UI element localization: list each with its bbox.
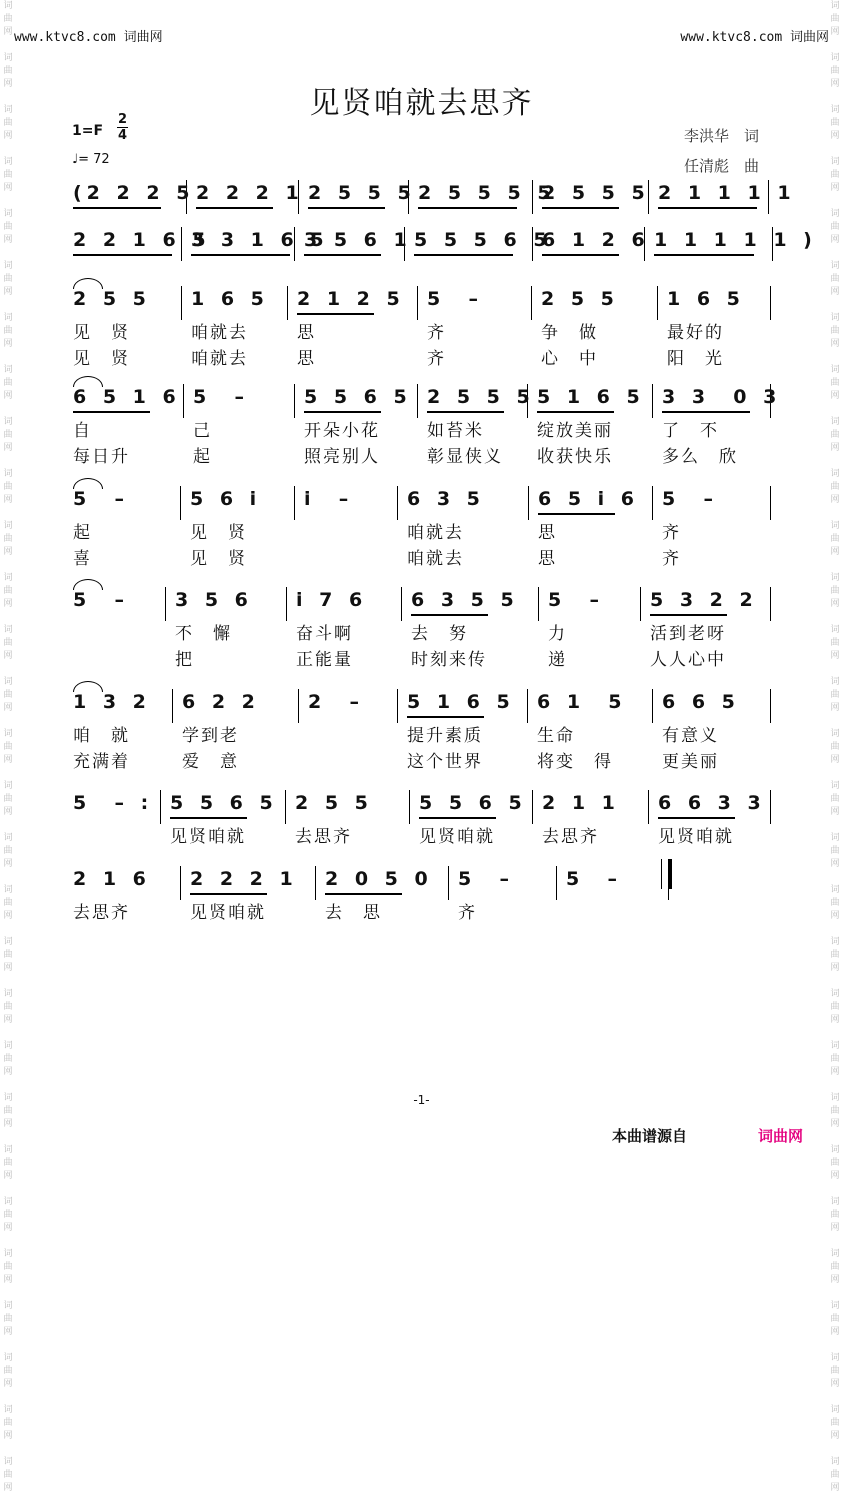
measure-notes: 6 5 i 6 <box>538 488 640 510</box>
measure-notes: 6 2 2 <box>182 691 260 713</box>
lyric-verse-1: 见贤咱就 <box>190 903 266 923</box>
lyric-verse-1: 学到老 <box>182 726 239 746</box>
beam-line <box>325 893 402 895</box>
measure-notes: 2 – <box>308 691 364 713</box>
lyric-verse-2: 这个世界 <box>407 752 483 772</box>
measure-notes: 6 1 2 6 <box>542 229 650 251</box>
barline <box>180 866 181 900</box>
lyric-verse-1: 奋斗啊 <box>296 624 353 644</box>
barline <box>285 790 286 824</box>
lyric-verse-1: 去 思 <box>325 903 382 923</box>
barline <box>770 790 771 824</box>
beam-line <box>662 411 750 413</box>
measure-notes: 2 1 1 1 1 <box>658 182 796 204</box>
beam-line <box>73 207 161 209</box>
lyric-verse-2: 心 中 <box>541 349 598 369</box>
lyric-verse-1: 争 做 <box>541 323 598 343</box>
barline <box>652 384 653 418</box>
lyric-verse-1: 思 <box>297 323 316 343</box>
measure-notes: 5 1 6 5 <box>537 386 645 408</box>
stave-2 <box>0 223 843 283</box>
lyric-verse-1: 思 <box>538 523 557 543</box>
lyric-verse-1: 见 贤 <box>190 523 247 543</box>
measure-notes: 5 5 6 5 <box>304 386 412 408</box>
barline <box>652 689 653 723</box>
measure-notes: 5 – <box>193 386 249 408</box>
barline <box>409 790 410 824</box>
barline <box>652 486 653 520</box>
lyric-verse-2: 照亮别人 <box>304 447 380 467</box>
beam-line <box>411 614 488 616</box>
lyric-verse-2: 递 <box>548 650 567 670</box>
lyric-verse-1: 自 <box>73 421 92 441</box>
lyric-verse-2: 彰显侠义 <box>427 447 503 467</box>
lyric-verse-2: 思 <box>297 349 316 369</box>
lyric-verse-2: 充满着 <box>73 752 130 772</box>
lyric-verse-2: 爱 意 <box>182 752 239 772</box>
composer-credit: 任清彪 曲 <box>684 157 760 175</box>
measure-notes: 5 – <box>662 488 718 510</box>
lyric-verse-2: 正能量 <box>296 650 353 670</box>
lyric-verse-2: 思 <box>538 549 557 569</box>
lyric-verse-2: 咱就去 <box>191 349 248 369</box>
measure-notes: 3 5 6 1 <box>304 229 412 251</box>
measure-notes: 2 5 5 5 <box>427 386 535 408</box>
barline <box>448 866 449 900</box>
measure-notes: 5 6 i <box>190 488 262 510</box>
lyric-verse-2: 喜 <box>73 549 92 569</box>
lyric-verse-2: 见 贤 <box>190 549 247 569</box>
lyric-verse-1: 去 努 <box>411 624 468 644</box>
barline <box>528 486 529 520</box>
barline <box>298 689 299 723</box>
lyric-verse-1: 去思齐 <box>542 827 599 847</box>
lyric-verse-2: 将变 得 <box>537 752 613 772</box>
lyric-verse-2: 阳 光 <box>667 349 724 369</box>
beam-line <box>658 207 757 209</box>
measure-notes: 5 – <box>566 868 622 890</box>
barline <box>181 286 182 320</box>
lyric-verse-2: 更美丽 <box>662 752 719 772</box>
lyric-verse-2: 咱就去 <box>407 549 464 569</box>
barline <box>401 587 402 621</box>
beam-line <box>542 207 619 209</box>
barline <box>315 866 316 900</box>
lyric-verse-2: 收获快乐 <box>537 447 613 467</box>
barline <box>165 587 166 621</box>
beam-line <box>427 411 504 413</box>
measure-notes: i – <box>304 488 354 510</box>
barline <box>286 587 287 621</box>
beam-line <box>407 716 484 718</box>
beam-line <box>654 254 754 256</box>
barline <box>527 689 528 723</box>
measure-notes: 3 5 6 <box>175 589 253 611</box>
beam-line <box>537 411 614 413</box>
beam-line <box>297 313 374 315</box>
measure-notes: 5 – <box>427 288 483 310</box>
tempo-marking: ♩= 72 <box>72 152 110 167</box>
measure-notes: 5 – <box>458 868 514 890</box>
lyric-verse-2: 起 <box>193 447 212 467</box>
measure-notes: 6 5 1 6 <box>73 386 181 408</box>
lyric-verse-1: 开朵小花 <box>304 421 380 441</box>
barline <box>417 384 418 418</box>
measure-notes: 1 6 5 <box>667 288 745 310</box>
beam-line <box>196 207 273 209</box>
slur-arc <box>73 681 103 692</box>
measure-notes: 6 6 3 3 <box>658 792 766 814</box>
measure-notes: 2 5 5 <box>295 792 373 814</box>
lyric-verse-1: 见贤咱就 <box>658 827 734 847</box>
beam-line <box>414 254 513 256</box>
barline <box>180 486 181 520</box>
slur-arc <box>73 579 103 590</box>
measure-notes: 1 1 1 1 1 ) <box>654 229 817 251</box>
lyric-verse-1: 绽放美丽 <box>537 421 613 441</box>
measure-notes: 6 3 5 5 <box>411 589 519 611</box>
beam-line <box>304 254 381 256</box>
measure-notes: 5 1 6 5 <box>407 691 515 713</box>
beam-line <box>538 513 615 515</box>
barline <box>397 689 398 723</box>
measure-notes: 3 3 1 6 5 <box>191 229 329 251</box>
lyric-verse-1: 齐 <box>458 903 477 923</box>
lyric-verse-1: 活到老呀 <box>650 624 726 644</box>
barline <box>657 286 658 320</box>
beam-line <box>304 411 381 413</box>
measure-notes: 2 2 2 1 <box>190 868 298 890</box>
measure-notes: (2 2 2 5 <box>73 182 195 204</box>
slur-arc <box>73 478 103 489</box>
lyric-verse-1: 齐 <box>427 323 446 343</box>
measure-notes: 2 5 5 5 <box>308 182 416 204</box>
beam-line <box>658 817 735 819</box>
barline <box>417 286 418 320</box>
barline <box>287 286 288 320</box>
lyric-verse-1: 见贤咱就 <box>419 827 495 847</box>
lyric-verse-1: 咱就去 <box>407 523 464 543</box>
key-signature: 1=F <box>72 123 104 139</box>
song-title: 见贤咱就去思齐 <box>309 86 534 121</box>
measure-notes: 5 – <box>548 589 604 611</box>
measure-notes: i 7 6 <box>296 589 368 611</box>
lyric-verse-1: 己 <box>193 421 212 441</box>
measure-notes: 5 5 6 5 <box>170 792 278 814</box>
barline <box>294 384 295 418</box>
side-watermark-right: 词 曲 网 词 曲 网 词 曲 网 词 曲 网 词 曲 网 词 曲 网 词 曲 网 词 曲 网 词 曲 网 词 曲 网 词 曲 网 词 曲 网 词 曲 网 词 曲 网 词 曲 网 词 曲 网 词 曲 网 词 曲 网 词 曲 网 词 曲 网 词 曲 网 词 曲 网 词 曲 网 词 曲 网 词 曲 网 词 曲 网 词 曲 网 词 曲 网 词 曲 网 <box>830 1 840 1493</box>
barline <box>160 790 161 824</box>
beam-line <box>191 254 290 256</box>
lyric-verse-1: 力 <box>548 624 567 644</box>
lyric-verse-1: 去思齐 <box>73 903 130 923</box>
measure-notes: 2 1 1 <box>542 792 620 814</box>
lyric-verse-1: 不 懈 <box>175 624 232 644</box>
barline <box>531 286 532 320</box>
barline <box>770 587 771 621</box>
side-watermark-left: 词 曲 网 词 曲 网 词 曲 网 词 曲 网 词 曲 网 词 曲 网 词 曲 网 词 曲 网 词 曲 网 词 曲 网 词 曲 网 词 曲 网 词 曲 网 词 曲 网 词 曲 网 词 曲 网 词 曲 网 词 曲 网 词 曲 网 词 曲 网 词 曲 网 词 曲 网 词 曲 网 词 曲 网 词 曲 网 词 曲 网 词 曲 网 词 曲 网 词 曲 网 <box>3 1 13 1493</box>
measure-notes: 2 5 5 <box>541 288 619 310</box>
lyricist-credit: 李洪华 词 <box>684 127 760 145</box>
lyric-verse-2: 齐 <box>427 349 446 369</box>
lyric-verse-2: 多么 欣 <box>662 447 738 467</box>
barline <box>532 790 533 824</box>
barline <box>538 587 539 621</box>
lyric-verse-1: 有意义 <box>662 726 719 746</box>
lyric-verse-1: 去思齐 <box>295 827 352 847</box>
measure-notes: 5 5 6 5 <box>419 792 527 814</box>
lyric-verse-2: 时刻来传 <box>411 650 487 670</box>
measure-notes: 5 5 5 6 5 <box>414 229 552 251</box>
beam-line <box>73 254 172 256</box>
lyric-verse-2: 齐 <box>662 549 681 569</box>
lyric-verse-1: 生命 <box>537 726 575 746</box>
measure-notes: 6 6 5 <box>662 691 740 713</box>
measure-notes: 2 0 5 0 <box>325 868 433 890</box>
beam-line <box>542 254 619 256</box>
time-signature-top: 2 <box>118 112 128 127</box>
lyric-verse-1: 提升素质 <box>407 726 483 746</box>
measure-notes: 1 6 5 <box>191 288 269 310</box>
lyric-verse-1: 了 不 <box>662 421 719 441</box>
lyric-verse-1: 起 <box>73 523 92 543</box>
barline <box>648 790 649 824</box>
beam-line <box>190 893 267 895</box>
lyric-verse-1: 如苔米 <box>427 421 484 441</box>
barline <box>183 384 184 418</box>
measure-notes: 2 5 5 <box>73 288 151 310</box>
lyric-verse-1: 齐 <box>662 523 681 543</box>
header-url-right: www.ktvc8.com 词曲网 <box>680 30 829 45</box>
beam-line <box>418 207 517 209</box>
measure-notes: 2 2 2 1 <box>196 182 304 204</box>
measure-notes: 5 – <box>73 488 129 510</box>
measure-notes: 5 3 2 2 <box>650 589 758 611</box>
measure-notes: 2 1 2 5 <box>297 288 405 310</box>
beam-line <box>170 817 247 819</box>
source-label: 本曲谱源自 <box>612 1127 688 1145</box>
measure-notes: 5 – <box>73 589 129 611</box>
barline <box>172 689 173 723</box>
time-signature-bottom: 4 <box>118 128 128 143</box>
time-signature <box>117 112 128 143</box>
beam-line <box>308 207 385 209</box>
lyric-verse-2: 把 <box>175 650 194 670</box>
measure-notes: 6 3 5 <box>407 488 485 510</box>
beam-line <box>419 817 496 819</box>
lyric-verse-1: 见贤咱就 <box>170 827 246 847</box>
lyric-verse-1: 咱就去 <box>191 323 248 343</box>
barline <box>397 486 398 520</box>
lyric-verse-2: 人人心中 <box>650 650 726 670</box>
page-number: -1- <box>413 1093 430 1107</box>
barline <box>770 286 771 320</box>
measure-notes: 2 5 5 5 <box>542 182 650 204</box>
barline <box>294 486 295 520</box>
barline <box>640 587 641 621</box>
measure-notes: 2 5 5 5 5 <box>418 182 556 204</box>
measure-notes: 2 1 6 <box>73 868 151 890</box>
lyric-verse-2: 见 贤 <box>73 349 130 369</box>
lyric-verse-2: 每日升 <box>73 447 130 467</box>
lyric-verse-1: 见 贤 <box>73 323 130 343</box>
measure-notes: 3 3 0 3 <box>662 386 782 408</box>
measure-notes: 6 1 5 <box>537 691 627 713</box>
beam-line <box>73 411 150 413</box>
barline <box>556 866 557 900</box>
measure-notes: 2 2 1 6 5 <box>73 229 211 251</box>
lyric-verse-1: 咱 就 <box>73 726 130 746</box>
final-barline <box>661 859 672 889</box>
barline <box>770 689 771 723</box>
beam-line <box>650 614 727 616</box>
slur-arc <box>73 376 103 387</box>
barline <box>770 486 771 520</box>
source-site: 词曲网 <box>758 1127 804 1145</box>
measure-notes: 5 – : <box>73 792 154 814</box>
measure-notes: 1 3 2 <box>73 691 151 713</box>
lyric-verse-1: 最好的 <box>667 323 724 343</box>
header-url-left: www.ktvc8.com 词曲网 <box>14 30 163 45</box>
